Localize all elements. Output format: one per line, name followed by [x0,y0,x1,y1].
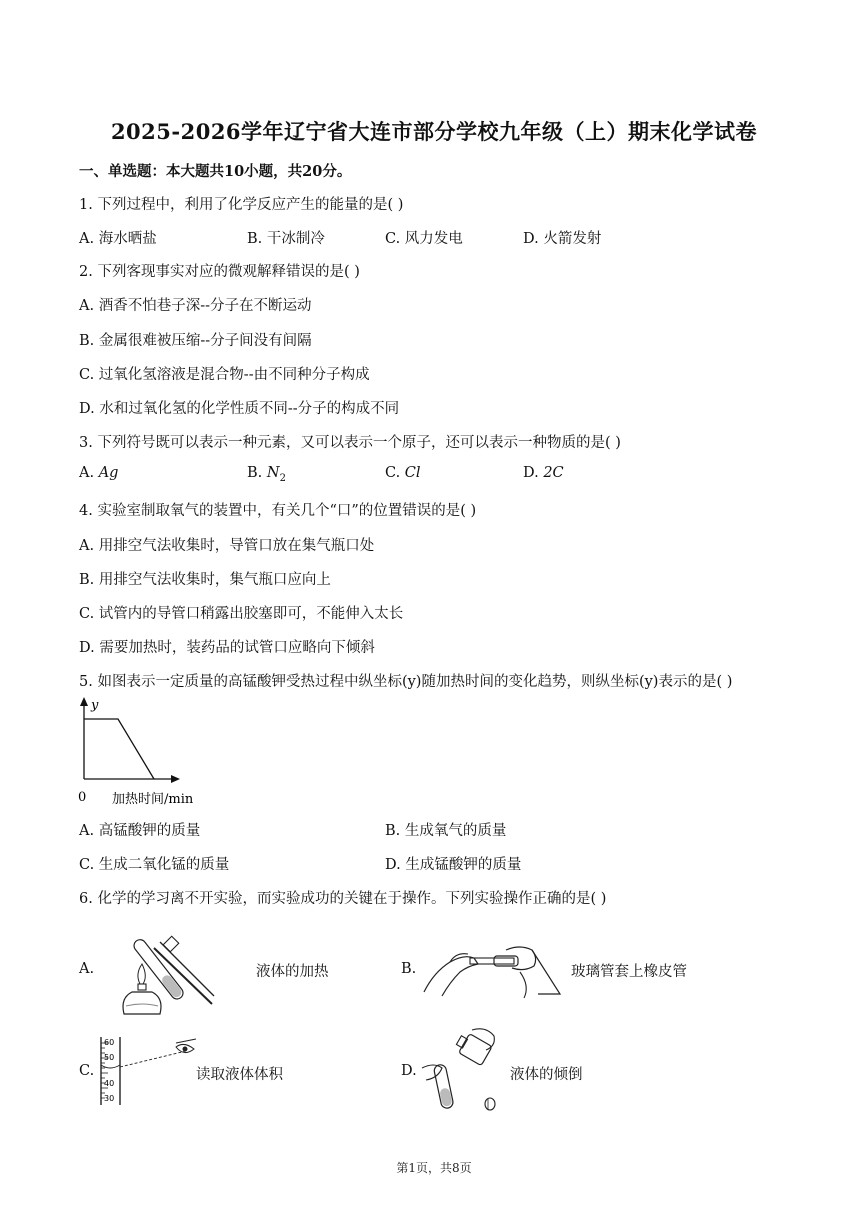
cylinder-tick-label: 40 [104,1079,115,1088]
question-1-option-d: D. 火箭发射 [523,231,602,247]
question-6-option-d-caption: 液体的倾倒 [510,1067,583,1083]
question-4-option-d: D. 需要加热时，装药品的试管口应略向下倾斜 [79,640,375,656]
question-4-option-c: C. 试管内的导管口稍露出胶塞即可，不能伸入太长 [79,606,404,622]
section-heading: 一、单选题：本大题共10小题，共20分。 [79,163,352,180]
question-5-option-a: A. 高锰酸钾的质量 [79,823,201,839]
question-3-option-d: D. 2C [523,465,564,481]
question-6-stem: 6. 化学的学习离不开实验，而实验成功的关键在于操作。下列实验操作正确的是( ) [79,891,607,907]
question-3-option-a: A. Ag [79,465,119,481]
question-5-option-b: B. 生成氧气的质量 [385,823,507,839]
cylinder-tick-label: 30 [104,1094,115,1103]
question-5-graph [70,695,240,813]
graph-origin-label: 0 [78,790,87,805]
liquid-pouring-figure [420,1028,506,1116]
question-6-option-a-caption: 液体的加热 [256,964,329,980]
question-1-stem: 1. 下列过程中，利用了化学反应产生的能量的是( ) [79,197,404,213]
question-6-option-c-caption: 读取液体体积 [196,1067,283,1083]
cylinder-tick-label: 50 [104,1053,115,1062]
question-5-option-d: D. 生成锰酸钾的质量 [385,857,522,873]
question-2-option-b: B. 金属很难被压缩--分子间没有间隔 [79,333,312,349]
question-2-option-a: A. 酒香不怕巷子深--分子在不断运动 [79,298,312,314]
question-5-stem: 5. 如图表示一定质量的高锰酸钾受热过程中纵坐标(y)随加热时间的变化趋势，则纵坐标(y)表示的是( ) [79,674,733,690]
question-5-option-c: C. 生成二氧化锰的质量 [79,857,230,873]
page-footer: 第1页，共8页 [396,1161,472,1175]
question-2-option-d: D. 水和过氧化氢的化学性质不同--分子的构成不同 [79,401,400,417]
question-3-stem: 3. 下列符号既可以表示一种元素，又可以表示一个原子，还可以表示一种物质的是( ) [79,435,621,451]
liquid-heating-figure [110,918,222,1020]
page-title: 2025-2026学年辽宁省大连市部分学校九年级（上）期末化学试卷 [110,119,758,144]
question-4-option-b: B. 用排空气法收集时，集气瓶口应向上 [79,572,331,588]
question-2-stem: 2. 下列客现事实对应的微观解释错误的是( ) [79,264,360,280]
graduated-cylinder-figure [96,1035,206,1107]
question-3-option-b: B. $N_2$ [247,465,286,484]
question-4-option-a: A. 用排空气法收集时，导管口放在集气瓶口处 [79,538,375,554]
question-6-option-d-label: D. [401,1063,417,1079]
question-6-option-a-label: A. [79,961,95,977]
question-4-stem: 4. 实验室制取氧气的装置中，有关几个“口”的位置错误的是( ) [79,503,477,519]
question-6-option-c-label: C. [79,1063,95,1079]
question-1-option-a: A. 海水晒盐 [79,231,157,247]
question-3-option-c: C. Cl [385,465,421,481]
graph-y-label: y [91,698,99,713]
question-2-option-c: C. 过氧化氢溶液是混合物--由不同种分子构成 [79,367,370,383]
question-6-option-b-caption: 玻璃管套上橡皮管 [571,964,687,980]
question-1-option-c: C. 风力发电 [385,231,463,247]
graph-x-label: 加热时间/min [112,792,194,807]
glass-tube-figure [420,936,566,1000]
question-6-option-b-label: B. [401,961,417,977]
question-1-option-b: B. 干冰制冷 [247,231,325,247]
cylinder-tick-label: 60 [104,1038,115,1047]
